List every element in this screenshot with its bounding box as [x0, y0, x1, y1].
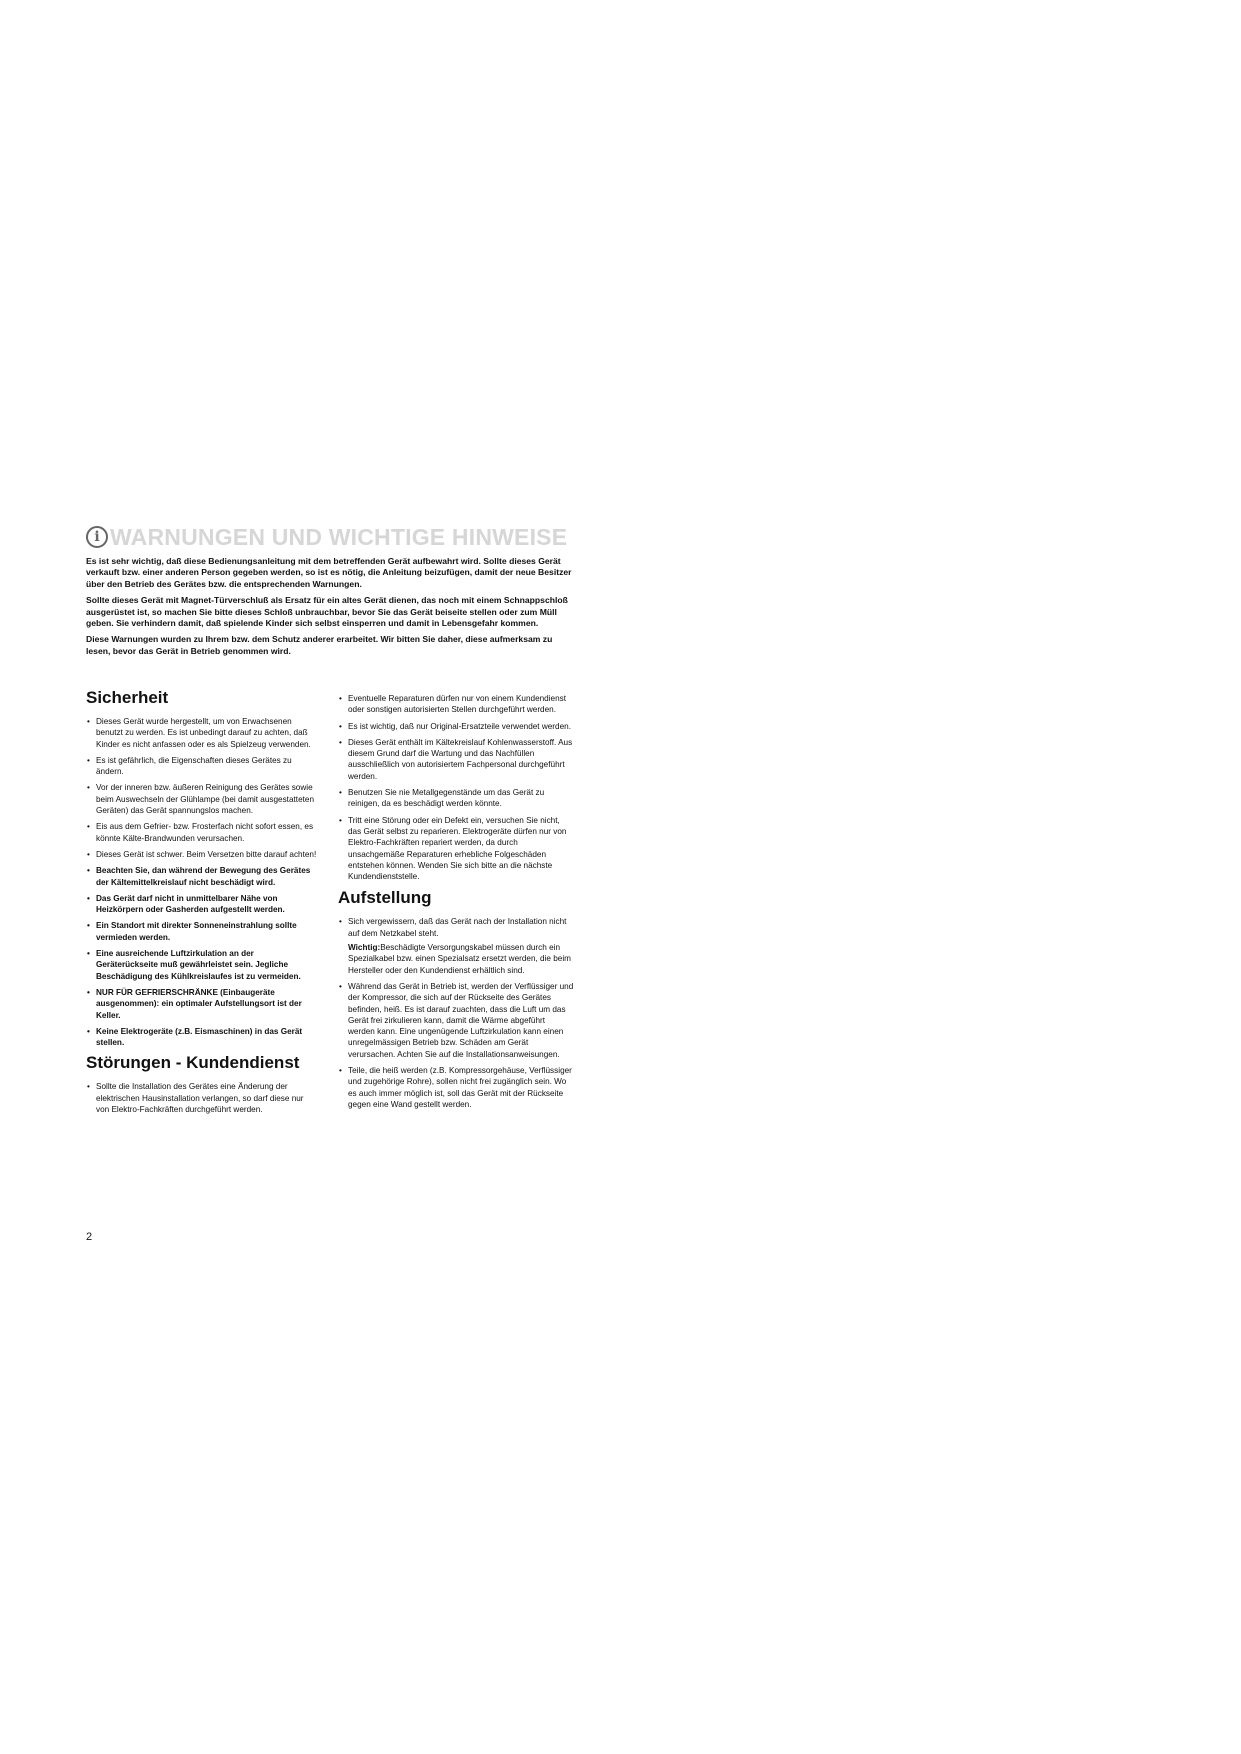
list-item: • Tritt eine Störung oder ein Defekt ein, versuchen Sie nicht, das Gerät selbst zu reparieren. Elektrogeräte dürfen nur von Elektro-Fachkräften repariert werden, da durch unsachgemäße Reparaturen erhebliche Folgeschäden entstehen können. Wenden Sie sich bitte an die nächste Kundendienststelle. — [338, 815, 574, 883]
info-icon: i — [86, 526, 108, 548]
list-item-text: Sich vergewissern, daß das Gerät nach der Installation nicht auf dem Netzkabel steht. — [348, 917, 567, 938]
list-item: • Sollte die Installation des Gerätes eine Änderung der elektrischen Hausinstallation verlangen, so darf diese nur von Elektro-Fachkräften durchgeführt werden. — [86, 1081, 318, 1115]
page-title: WARNUNGEN UND WICHTIGE HINWEISE — [110, 523, 568, 550]
important-label: Wichtig: — [348, 943, 381, 953]
list-item: • Während das Gerät in Betrieb ist, werden der Verflüssiger und der Kompressor, die sich auf der Rückseite des Gerätes befinden, heiß. Es ist darauf zuachten, dass die Luft um das Gerät frei zirkulieren kann, damit die Wärme abgeführt werden kann. Eine ungenügende Luftzirkulation kann einen unregelmässigen Betrieb bzw. Schäden am Gerät verursachen. Achten Sie auf die Installationsanweisungen. — [338, 981, 574, 1060]
important-note — [348, 942, 574, 976]
intro-text — [86, 556, 572, 662]
list-item: • Ein Standort mit direkter Sonneneinstrahlung sollte vermieden werden. — [86, 920, 318, 943]
list-item — [338, 916, 574, 975]
aufstellung-list — [338, 916, 574, 1110]
sicherheit-list — [86, 716, 318, 1048]
stoerungen-list — [86, 1081, 318, 1115]
list-item: • Keine Elektrogeräte (z.B. Eismaschinen) in das Gerät stellen. — [86, 1026, 318, 1049]
list-item: • Das Gerät darf nicht in unmittelbarer Nähe von Heizkörpern oder Gasherden aufgestellt werden. — [86, 893, 318, 916]
warnings-header — [86, 522, 576, 552]
page-number: 2 — [86, 1231, 93, 1243]
list-item: • Dieses Gerät wurde hergestellt, um von Erwachsenen benutzt zu werden. Es ist unbedingt darauf zu achten, daß Kinder es nicht anfassen oder es als Spielzeug verwenden. — [86, 716, 318, 750]
intro-paragraph: Sollte dieses Gerät mit Magnet-Türverschluß als Ersatz für ein altes Gerät dienen, das noch mit einem Schnappschloß ausgerüstet ist, so machen Sie bitte dieses Schloß unbrauchbar, bevor Sie das Gerät beiseite stellen oder zum Müll geben. Sie verhindern damit, daß spielende Kinder sich selbst einsperren und damit in Lebensgefahr kommen. — [86, 595, 568, 629]
list-item: • Es ist wichtig, daß nur Original-Ersatzteile verwendet werden. — [338, 721, 574, 732]
section-heading-sicherheit: Sicherheit — [86, 688, 169, 707]
list-item: • Beachten Sie, dan während der Bewegung des Gerätes der Kältemittelkreislauf nicht beschädigt wird. — [86, 865, 318, 888]
list-item: • Eine ausreichende Luftzirkulation an der Geräterückseite muß gewährleistet sein. Jegliche Beschädigung des Kühlkreislaufes ist zu vermeiden. — [86, 948, 318, 982]
list-item: • Benutzen Sie nie Metallgegenstände um das Gerät zu reinigen, da es beschädigt werden könnte. — [338, 787, 574, 810]
list-item: • Eis aus dem Gefrier- bzw. Frosterfach nicht sofort essen, es könnte Kälte-Brandwunden verursachen. — [86, 821, 318, 844]
list-item: • Dieses Gerät ist schwer. Beim Versetzen bitte darauf achten! — [86, 849, 318, 860]
section-heading-aufstellung: Aufstellung — [338, 888, 432, 908]
list-item: • NUR FÜR GEFRIERSCHRÄNKE (Einbaugeräte ausgenommen): ein optimaler Aufstellungsort ist der Keller. — [86, 987, 318, 1021]
list-item: • Dieses Gerät enthält im Kältekreislauf Kohlenwasserstoff. Aus diesem Grund darf die Wartung und das Nachfüllen ausschließlich von autorisiertem Fachpersonal durchgeführt werden. — [338, 737, 574, 782]
important-text: Beschädigte Versorgungskabel müssen durch ein Spezialkabel bzw. einen Spezialsatz ersetzt werden, die beim Hersteller oder den Kundendienst erhältlich sind. — [348, 943, 572, 975]
list-item: • Es ist gefährlich, die Eigenschaften dieses Gerätes zu ändern. — [86, 755, 318, 778]
left-column — [86, 688, 318, 1120]
intro-paragraph: Es ist sehr wichtig, daß diese Bedienungsanleitung mit dem betreffenden Gerät aufbewahrt wird. Sollte dieses Gerät verkauft bzw. einer anderen Person gegeben werden, so ist es nötig, die Anleitung beizufügen, damit der neue Besitzer über den Betrieb des Gerätes bzw. die entsprechenden Warnungen. — [86, 556, 572, 589]
list-item: • Teile, die heiß werden (z.B. Kompressorgehäuse, Verflüssiger und zugehörige Rohre), sollen nicht frei zugänglich sein. Wo es auch immer möglich ist, soll das Gerät mit der Rückseite gegen eine Wand gestellt werden. — [338, 1065, 574, 1110]
intro-paragraph: Diese Warnungen wurden zu Ihrem bzw. dem Schutz anderer erarbeitet. Wir bitten Sie daher, diese aufmerksam zu lesen, bevor das Gerät in Betrieb genommen wird. — [86, 634, 553, 656]
list-item: • Eventuelle Reparaturen dürfen nur von einem Kundendienst oder sonstigen autorisierten Stellen durchgeführt werden. — [338, 693, 574, 716]
right-column — [338, 693, 574, 1115]
list-item: • Vor der inneren bzw. äußeren Reinigung des Gerätes sowie beim Auswechseln der Glühlampe (bei damit ausgestatteten Geräten) das Gerät spannungslos machen. — [86, 782, 318, 816]
stoerungen-list-continued — [338, 693, 574, 882]
section-heading-stoerungen: Störungen - Kundendienst — [86, 1053, 300, 1073]
